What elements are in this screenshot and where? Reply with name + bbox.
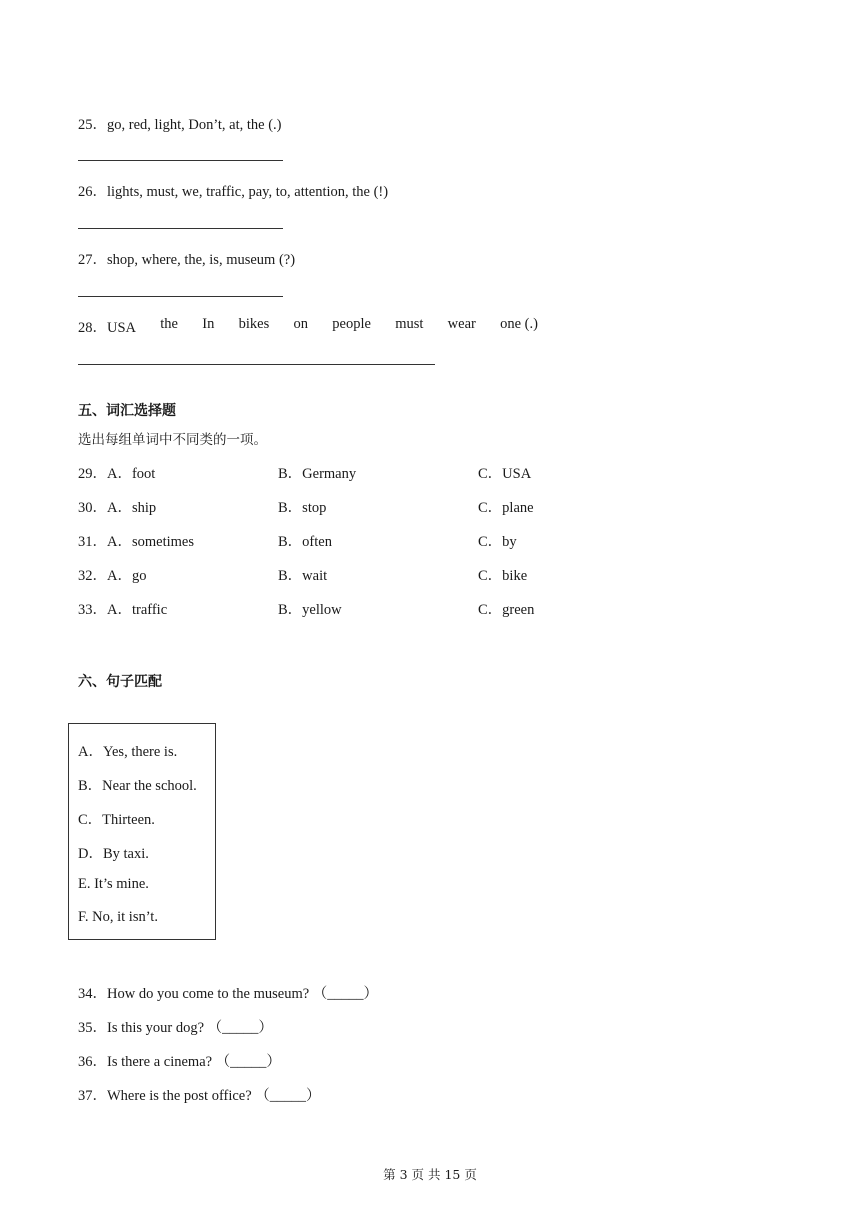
section-5-instruction: 选出每组单词中不同类的一项。 <box>78 432 267 448</box>
question-text[interactable]: Is this your dog? （_____） <box>107 1020 273 1036</box>
question-text: go, red, light, Don’t, at, the (.) <box>107 117 282 133</box>
question-number: 35． <box>78 1020 107 1036</box>
option-c[interactable]: C．green <box>478 602 535 618</box>
section-5-title: 五、词汇选择题 <box>78 403 176 419</box>
question-number: 34． <box>78 986 107 1002</box>
option-b[interactable]: B．Germany <box>278 466 357 482</box>
match-option-e: E. It’s mine. <box>78 876 149 892</box>
question-number: 32． <box>78 568 107 584</box>
question-number: 37． <box>78 1088 107 1104</box>
question-number: 33． <box>78 602 107 618</box>
option-b[interactable]: B．yellow <box>278 602 342 618</box>
question-25 <box>78 113 282 134</box>
option-a[interactable]: A．traffic <box>107 602 168 618</box>
question-number: 30． <box>78 500 107 516</box>
answer-options-box <box>68 723 216 940</box>
question-number: 31． <box>78 534 107 550</box>
question-26 <box>78 180 388 201</box>
question-30 <box>78 496 156 517</box>
word: bikes <box>238 316 270 332</box>
answer-line-26[interactable] <box>78 228 283 229</box>
question-number: 27． <box>78 252 107 268</box>
question-text: lights, must, we, traffic, pay, to, attention, the (!) <box>107 184 389 200</box>
question-28-word-1 <box>78 316 136 337</box>
question-number: 29． <box>78 466 107 482</box>
option-a[interactable]: A．sometimes <box>107 534 194 550</box>
match-option-b: B．Near the school. <box>78 778 197 794</box>
word: In <box>202 316 215 332</box>
option-a[interactable]: A．foot <box>107 466 156 482</box>
question-28 <box>78 316 538 337</box>
option-a[interactable]: A．ship <box>107 500 157 516</box>
word: people <box>332 316 371 332</box>
question-35 <box>78 1016 273 1037</box>
question-text[interactable]: How do you come to the museum? （_____） <box>107 986 379 1002</box>
question-34 <box>78 982 378 1003</box>
word: must <box>395 316 424 332</box>
question-text[interactable]: Where is the post office? （_____） <box>107 1088 321 1104</box>
question-36 <box>78 1050 281 1071</box>
option-c[interactable]: C．by <box>478 534 517 550</box>
option-a[interactable]: A．go <box>107 568 147 584</box>
question-37 <box>78 1084 321 1105</box>
match-option-f: F. No, it isn’t. <box>78 909 158 925</box>
word: wear <box>447 316 476 332</box>
match-option-a: A．Yes, there is. <box>78 744 178 760</box>
option-b[interactable]: B．wait <box>278 568 328 584</box>
question-text[interactable]: Is there a cinema? （_____） <box>107 1054 281 1070</box>
option-c[interactable]: C．bike <box>478 568 528 584</box>
answer-line-27[interactable] <box>78 296 283 297</box>
question-number: 25． <box>78 117 107 133</box>
question-number: 36． <box>78 1054 107 1070</box>
option-c[interactable]: C．USA <box>478 466 532 482</box>
answer-line-28[interactable] <box>78 364 435 365</box>
option-b[interactable]: B．often <box>278 534 332 550</box>
word: USA <box>107 320 137 336</box>
question-text: shop, where, the, is, museum (?) <box>107 252 296 268</box>
question-33 <box>78 598 167 619</box>
page-number-footer: 第 3 页 共 15 页 <box>383 1167 477 1182</box>
match-option-c: C．Thirteen. <box>78 812 155 828</box>
option-b[interactable]: B．stop <box>278 500 327 516</box>
question-27 <box>78 248 295 269</box>
word: on <box>293 316 308 332</box>
match-option-d: D．By taxi. <box>78 846 149 862</box>
question-number: 26． <box>78 184 107 200</box>
section-6-title: 六、句子匹配 <box>78 674 162 690</box>
question-31 <box>78 530 194 551</box>
question-32 <box>78 564 146 585</box>
question-29 <box>78 462 155 483</box>
word: one (.) <box>500 316 538 332</box>
question-number: 28． <box>78 320 107 336</box>
answer-line-25[interactable] <box>78 160 283 161</box>
word: the <box>160 316 178 332</box>
option-c[interactable]: C．plane <box>478 500 534 516</box>
